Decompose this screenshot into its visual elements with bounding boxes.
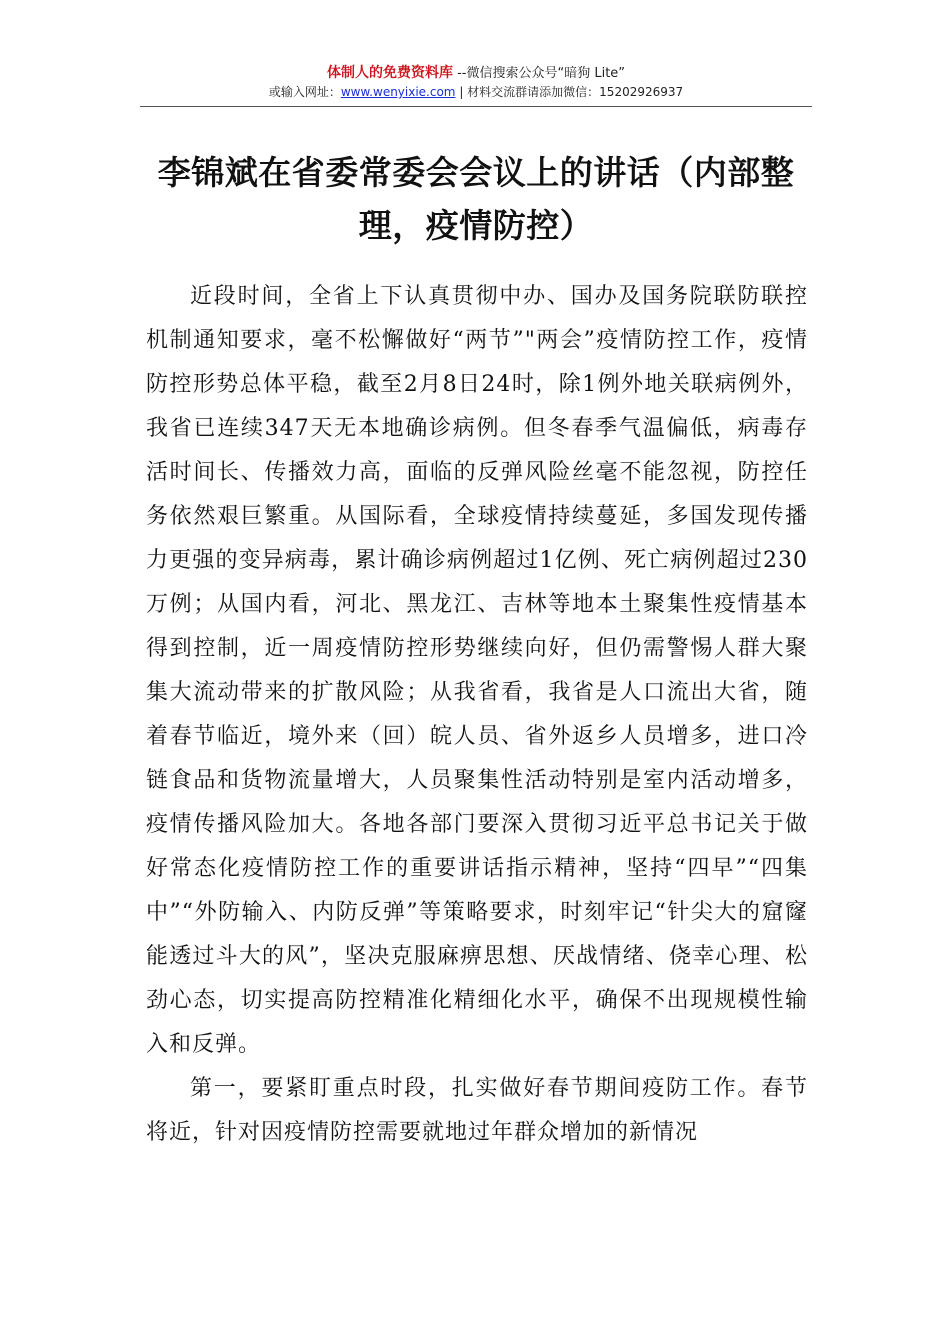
header-contact: | 材料交流群请添加微信：15202926937 [455,85,684,99]
header-brand: 体制人的免费资料库 [326,65,453,81]
header-line-1 [140,64,812,83]
header-divider [140,106,812,107]
body-paragraph-2: 第一，要紧盯重点时段，扎实做好春节期间疫防工作。春节将近，针对因疫情防控需要就地过年群众增加的新情况 [146,1076,808,1145]
header-tagline: --微信搜索公众号“暗狗 Lite” [452,66,626,81]
page-header [140,64,812,101]
header-url-prefix: 或输入网址： [268,85,341,99]
document-title: 李锦斌在省委常委会会议上的讲话（内部整理，疫情防控） [157,153,795,245]
document-body [146,275,808,1155]
header-url-link[interactable]: www.wenyixie.com [340,85,456,99]
header-line-2 [140,83,812,101]
body-paragraph-1: 近段时间，全省上下认真贯彻中办、国办及国务院联防联控机制通知要求，毫不松懈做好“两节”"两会”疫情防控工作，疫情防控形势总体平稳，截至2月8日24时，除1例外地关联病例外，我省已连续347天无本地确诊病例。但冬春季气温偏低，病毒存活时间长、传播效力高，面临的反弹风险丝毫不能忽视，防控任务依然艰巨繁重。从国际看，全球疫情持续蔓延，多国发现传播力更强的变异病毒，累计确诊病例超过1亿例、死亡病例超过230万例；从国内看，河北、黑龙江、吉林等地本土聚集性疫情基本得到控制，近一周疫情防控形势继续向好，但仍需警惕人群大聚集大流动带来的扩散风险；从我省看，我省是人口流出大省，随着春节临近，境外来（回）皖人员、省外返乡人员增多，进口冷链食品和货物流量增大，人员聚集性活动特别是室内活动增多，疫情传播风险加大。各地各部门要深入贯彻习近平总书记关于做好常态化疫情防控工作的重要讲话指示精神，坚持“四早”“四集中”“外防输入、内防反弹”等策略要求，时刻牢记“针尖大的窟窿能透过斗大的风”，坚决克服麻痹思想、厌战情绪、侥幸心理、松劲心态，切实提高防控精准化精细化水平，确保不出现规模性输入和反弹。 [146,284,808,1057]
